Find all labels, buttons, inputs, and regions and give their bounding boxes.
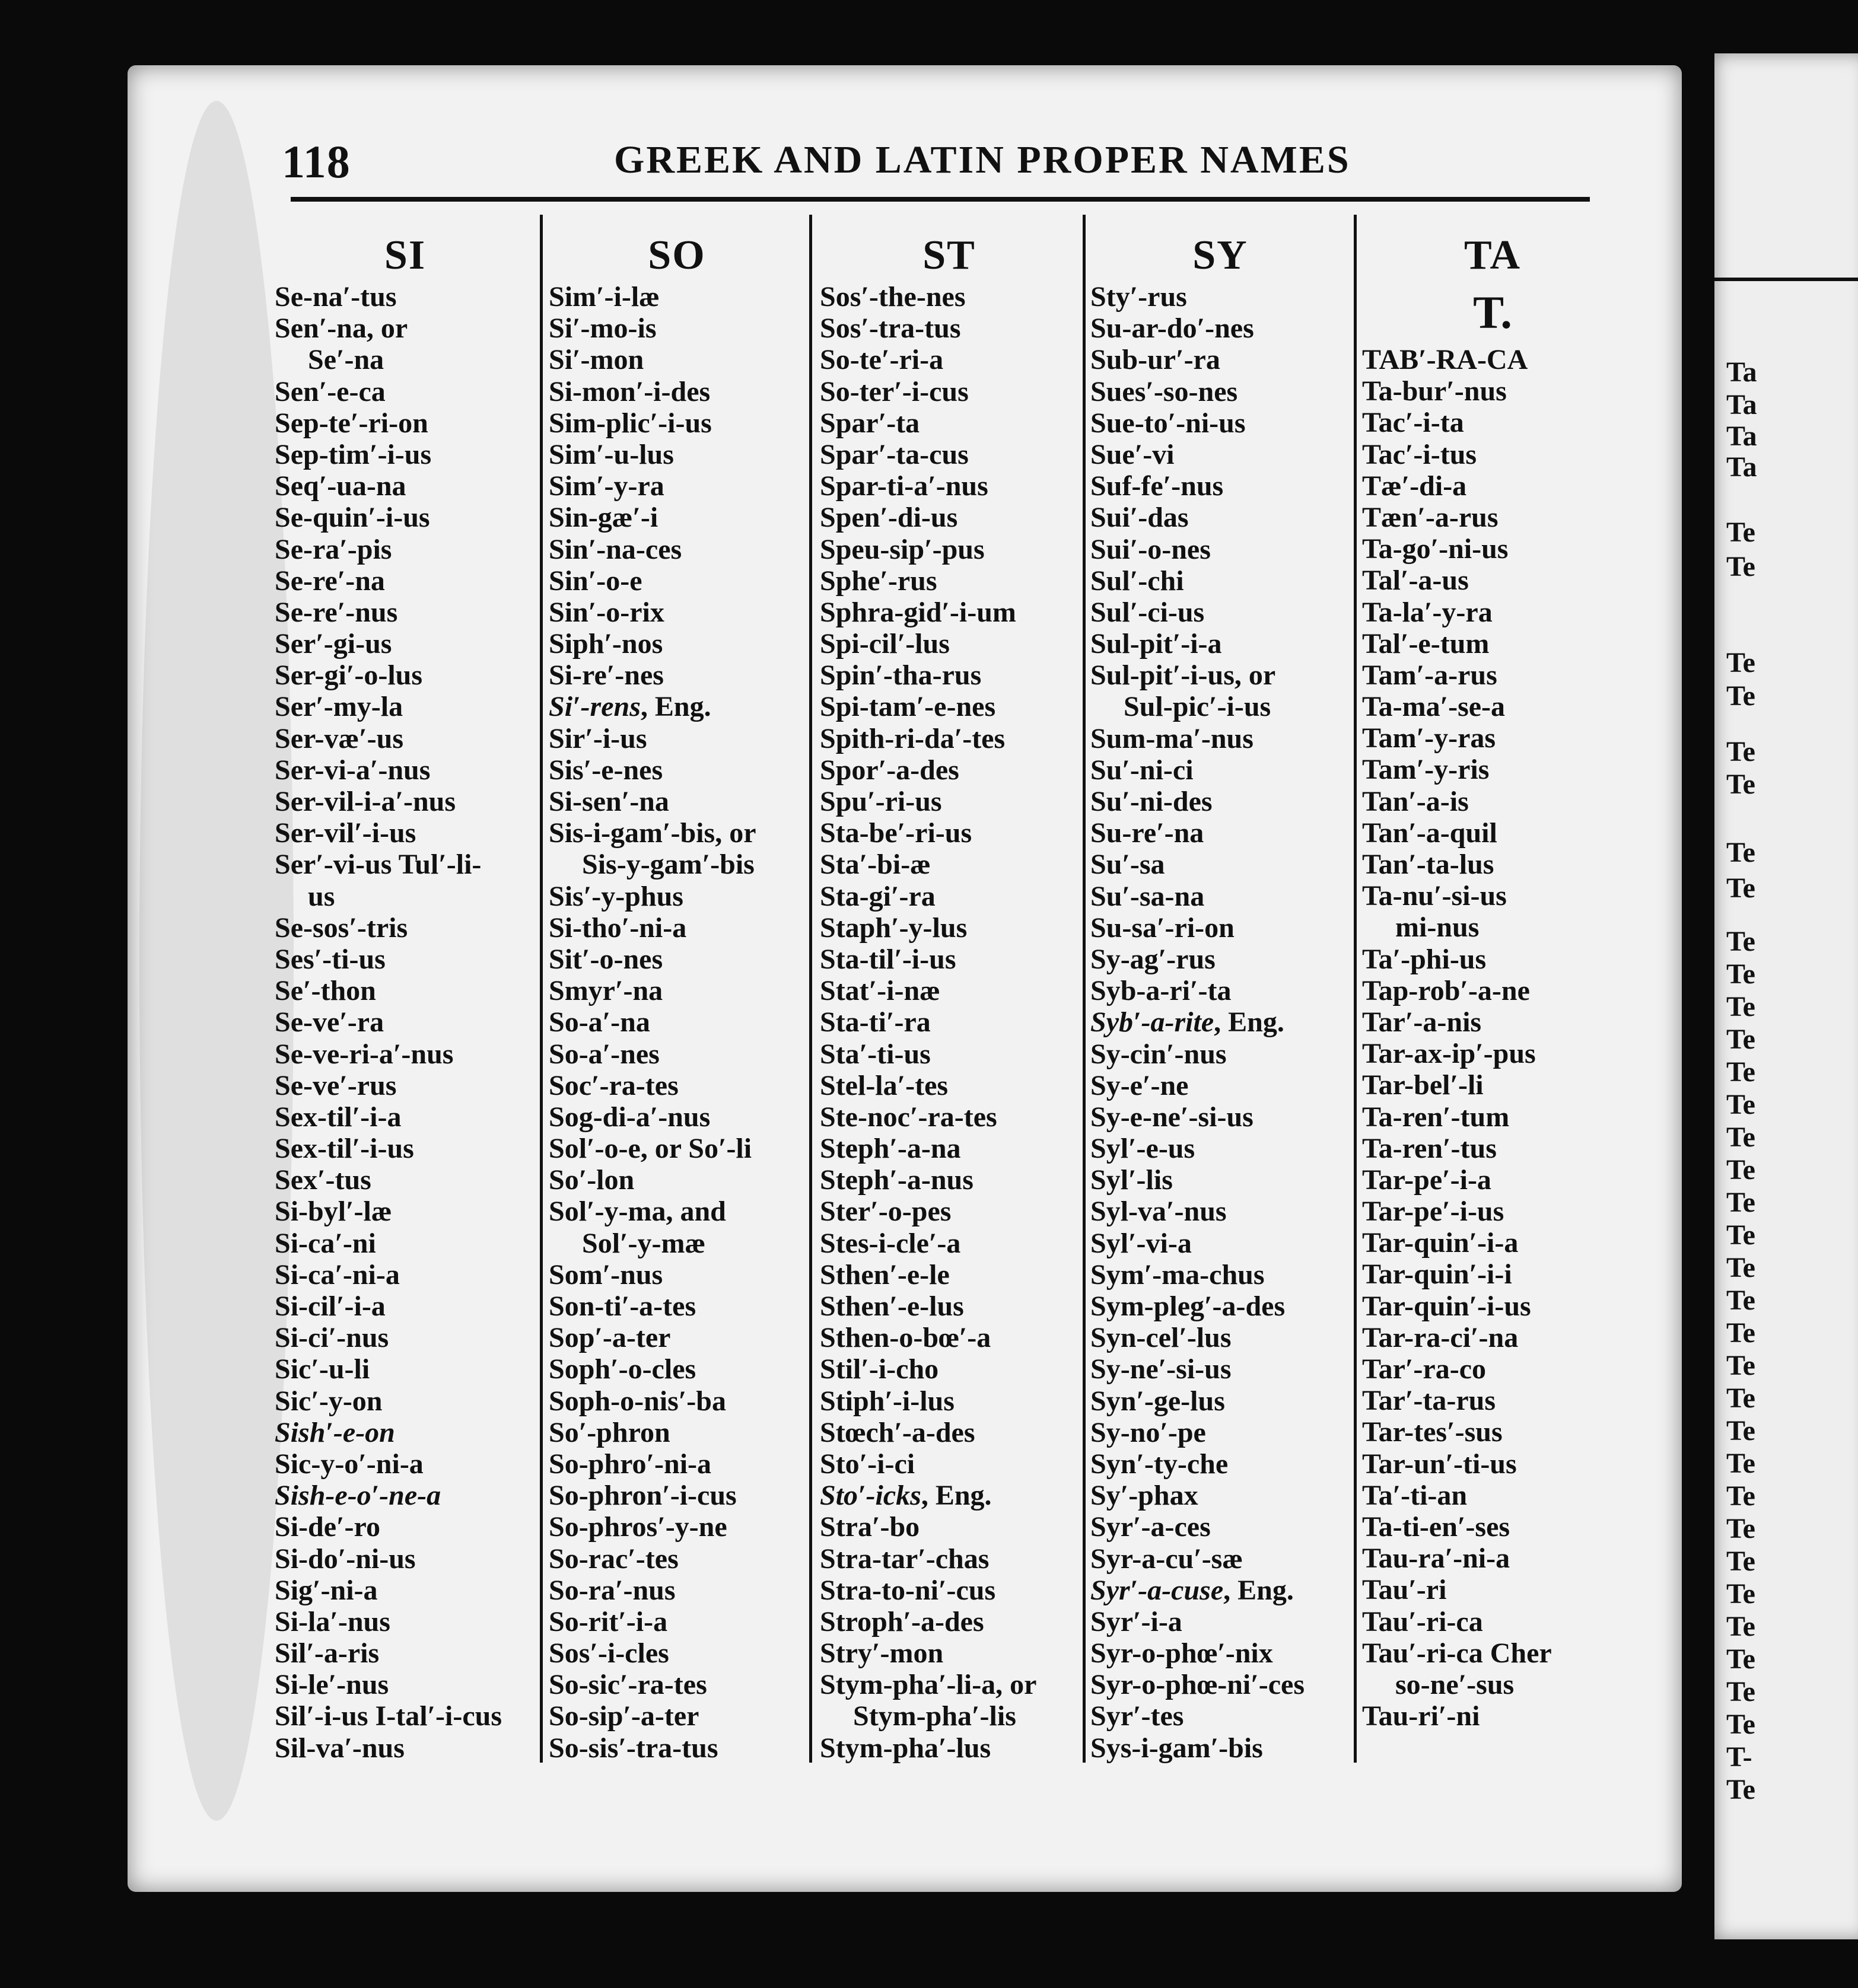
entry: Sos′-i-cles [549,1637,669,1670]
entry: Su-re′-na [1090,817,1204,849]
entry: Su′-sa-na [1090,880,1205,912]
entry: Stat′-i-næ [820,975,940,1007]
entry: Ster′-o-pes [820,1196,952,1228]
facing-page-fragment: Te [1726,517,1755,548]
facing-page-fragment: Ta [1726,420,1757,452]
entry: Sues′-so-nes [1090,375,1238,407]
entry: Se-re′-nus [275,596,398,628]
column-divider [1083,215,1086,1763]
entry: Syn′-ge-lus [1090,1385,1225,1417]
entry: So′-phron [549,1416,670,1448]
facing-page-fragment: Te [1726,1513,1755,1544]
entry: Ste-noc′-ra-tes [820,1101,997,1133]
entry-list [1090,281,1350,1764]
entry: Syn′-ty-che [1090,1448,1229,1480]
entry: Tar-pe′-i-a [1362,1164,1491,1196]
entry: Soph′-o-cles [549,1353,696,1385]
entry: Sy′-phax [1090,1480,1198,1512]
entry: So-sis′-tra-tus [549,1732,718,1764]
facing-page-fragment: Te [1726,647,1755,678]
entry: Tam′-y-ras [1362,722,1496,754]
entry: Son-ti′-a-tes [549,1291,696,1322]
entry: Tan′-ta-lus [1362,849,1494,880]
entry: Sphra-gid′-i-um [820,596,1016,628]
entry: Sop′-a-ter [549,1322,671,1354]
entry: Se-ra′-pis [275,533,392,565]
facing-page-fragment: Te [1726,680,1755,712]
entry: Tau′-ri [1362,1574,1447,1606]
entry: Sym′-ma-chus [1090,1259,1265,1291]
entry: Ta′-phi-us [1362,943,1487,975]
entry: Ser-gi′-o-lus [275,660,423,692]
column-st [820,230,1078,1764]
entry: Sos′-the-nes [820,281,966,313]
entry: Spi-tam′-e-nes [820,691,996,723]
facing-page-fragment: Ta [1726,389,1757,420]
running-head: GREEK AND LATIN PROPER NAMES [614,138,1351,181]
entry: Ser′-vi-us Tul′-li- [275,849,482,881]
entry: Si-ca′-ni [275,1227,376,1259]
facing-page-fragment: Te [1726,872,1755,904]
entry: Spar′-ta [820,407,920,439]
entry: Sta-ti′-ra [820,1006,931,1038]
entry: Si-ca′-ni-a [275,1259,400,1291]
facing-page-fragment: Te [1726,1024,1755,1055]
entry: Ses′-ti-us [275,943,386,975]
facing-page-fragment: Te [1726,1089,1755,1120]
entry: Tar′-ta-rus [1362,1385,1496,1417]
entry: Sthen′-e-lus [820,1291,964,1322]
entry: Syr-o-phœ-ni′-ces [1090,1669,1305,1701]
facing-page-fragment: Te [1726,1154,1755,1186]
column-sy [1090,230,1350,1764]
entry: Sthen-o-bœ′-a [820,1322,991,1354]
facing-page-fragment: Te [1726,837,1755,868]
entry: Si-le′-nus [275,1669,389,1701]
entry: Sui′-o-nes [1090,533,1211,565]
column-si [275,230,536,1764]
facing-page-fragment: Te [1726,926,1755,957]
entry: Soc′-ra-tes [549,1069,679,1101]
entry: Spith-ri-da′-tes [820,722,1006,754]
entry: Ta-ma′-se-a [1362,691,1506,723]
entry: Sim′-u-lus [549,438,674,470]
entry: Se-ve′-rus [275,1069,397,1101]
facing-page-fragment: Te [1726,1676,1755,1707]
entry: Sim′-i-læ [549,281,660,313]
facing-page-rule [1714,278,1858,281]
entry: Stil′-i-cho [820,1353,939,1385]
entry: Sto′-i-ci [820,1448,915,1480]
facing-page-fragment: Te [1726,1056,1755,1088]
entry: us [308,880,335,912]
entry: Tau′-ri-ca [1362,1605,1483,1637]
entry: Sish′-e-on [275,1416,395,1448]
entry: Stel-la′-tes [820,1069,949,1101]
column-heading: SY [1192,232,1248,278]
entry: Sish-e-o′-ne-a [275,1480,441,1512]
entry: Sy-e′-ne [1090,1069,1189,1101]
entry: Tar-bel′-li [1362,1069,1484,1101]
entry: Sui′-das [1090,502,1189,534]
entry: Se-re′-na [275,565,385,597]
entry: Su′-sa [1090,849,1165,881]
entry: Syr-a-cu′-sæ [1090,1543,1243,1575]
entry: Si-mon′-i-des [549,375,711,407]
entry: Sul-pic′-i-us [1124,691,1271,723]
entry: Spar-ti-a′-nus [820,470,988,502]
entry: Tau′-ri-ca Cher [1362,1637,1552,1669]
facing-page-fragment: Te [1726,1709,1755,1740]
entry: Sue′-vi [1090,438,1175,470]
entry: Stry′-mon [820,1637,944,1670]
entry: Syr′-a-cuse, Eng. [1090,1574,1294,1606]
entry: Se-na′-tus [275,281,397,313]
entry: Su-sa′-ri-on [1090,912,1235,944]
entry: Sy-no′-pe [1090,1416,1206,1448]
entry: Sex′-tus [275,1164,371,1196]
entry: Sul-pit′-i-us, or [1090,660,1276,692]
entry: Si-byl′-læ [275,1196,392,1228]
entry: Sol′-y-mæ [582,1227,706,1259]
entry: Si′-rens, Eng. [549,691,711,723]
entry: So-sic′-ra-tes [549,1669,707,1701]
entry: Stym-pha′-li-a, or [820,1669,1037,1701]
entry: Seq′-ua-na [275,470,406,502]
entry: Stes-i-cle′-a [820,1227,961,1259]
entry: Su-ar-do′-nes [1090,313,1254,345]
facing-page-fragment: Te [1726,958,1755,990]
entry: Ta-ren′-tum [1362,1101,1510,1133]
entry: Sol′-o-e, or So′-li [549,1133,752,1165]
facing-page-fragment: Te [1726,1317,1755,1349]
entry: Ser-vil-i-a′-nus [275,786,456,817]
facing-page-fragment: Te [1726,1382,1755,1414]
entry: Si-sen′-na [549,786,669,817]
entry: Sphe′-rus [820,565,937,597]
entry: Sta-be′-ri-us [820,817,972,849]
entry: Speu-sip′-pus [820,533,985,565]
facing-page-fragment: Ta [1726,451,1757,483]
facing-page-fragment: Te [1726,1415,1755,1447]
entry: Stra-to-ni′-cus [820,1574,996,1606]
entry: Stym-pha′-lis [853,1700,1016,1732]
entry: Sol′-y-ma, and [549,1196,726,1228]
entry: Tan′-a-quil [1362,817,1497,849]
facing-page-fragment: Ta [1726,356,1757,388]
column-divider [540,215,543,1763]
entry: Si-re′-nes [549,660,664,692]
facing-page-fragment: Te [1726,1578,1755,1610]
entry: Syl′-e-us [1090,1133,1195,1165]
entry: Tar-ax-ip′-pus [1362,1038,1536,1070]
entry: Stiph′-i-lus [820,1385,955,1417]
entry: Syl′-lis [1090,1164,1173,1196]
entry: Syb-a-ri′-ta [1090,975,1232,1007]
entry: So-a′-nes [549,1038,660,1070]
entry: Ta-nu′-si-us [1362,880,1507,912]
entry: Sis′-y-phus [549,880,683,912]
column-ta [1362,230,1623,1732]
entry: Spin′-tha-rus [820,660,982,692]
entry: Soph-o-nis′-ba [549,1385,726,1417]
entry: Tal′-e-tum [1362,627,1490,660]
entry: Steph′-a-nus [820,1164,973,1196]
entry: Sit′-o-nes [549,943,663,975]
entry: So-phro′-ni-a [549,1448,712,1480]
entry: Sir′-i-us [549,722,647,754]
entry: So-sip′-a-ter [549,1700,699,1732]
column-heading: SI [384,232,427,278]
facing-page-fragment: Te [1726,1546,1755,1577]
entry: Se-sos′-tris [275,912,408,944]
entry: Sy-ag′-rus [1090,943,1216,975]
entry: Ta-ti-en′-ses [1362,1511,1510,1543]
entry: Tau-ra′-ni-a [1362,1543,1510,1575]
entry: Si′-mon [549,344,644,376]
entry: Spen′-di-us [820,502,958,534]
facing-page-fragment: Te [1726,1448,1755,1479]
entry: Syr′-tes [1090,1700,1184,1732]
entry: Se-quin′-i-us [275,502,430,534]
entry: Syr-o-phœ′-nix [1090,1637,1273,1670]
entry: Tar′-ra-co [1362,1353,1486,1385]
entry: Tal′-a-us [1362,565,1469,597]
entry: Syl′-vi-a [1090,1227,1192,1259]
entry: Si′-mo-is [549,313,657,345]
entry: Ta-go′-ni-us [1362,533,1509,565]
entry: So-phron′-i-cus [549,1480,737,1512]
entry: Sta′-ti-us [820,1038,931,1070]
entry: Se-ve-ri-a′-nus [275,1038,454,1070]
entry: So-phros′-y-ne [549,1511,727,1543]
entry: Ser-væ′-us [275,722,404,754]
entry: Sig′-ni-a [275,1574,378,1606]
entry: Tar-tes′-sus [1362,1416,1503,1448]
entry: Sub-ur′-ra [1090,344,1220,376]
page-edge-shadow [139,101,294,1821]
entry: Sue-to′-ni-us [1090,407,1246,439]
entry: Sic′-y-on [275,1385,383,1417]
facing-page-fragment: Te [1726,736,1755,767]
entry: Si-tho′-ni-a [549,912,687,944]
entry: TAB′-RA-CA [1362,344,1528,375]
facing-page-fragment: T- [1726,1741,1752,1773]
section-letter: T. [1473,286,1512,338]
facing-page-fragment: Te [1726,1350,1755,1381]
column-heading: ST [922,232,976,278]
entry: Sog-di-a′-nus [549,1101,711,1133]
facing-page-fragment: Te [1726,1219,1755,1251]
entry: Tæn′-a-rus [1362,501,1499,533]
entry: Ser-vi-a′-nus [275,754,431,786]
entry: Sul′-ci-us [1090,596,1205,628]
entry: Stra-tar′-chas [820,1543,990,1575]
entry-list [549,281,805,1764]
entry: Tap-rob′-a-ne [1362,974,1530,1006]
entry: Tar′-a-nis [1362,1006,1482,1038]
entry: Sy-cin′-nus [1090,1038,1227,1070]
facing-page-fragment: Te [1726,1252,1755,1283]
entry-list [275,281,536,1764]
entry-list [820,281,1078,1764]
entry: Sin′-o-e [549,565,642,597]
entry: So-a′-na [549,1006,650,1038]
entry: Sin′-na-ces [549,533,682,565]
entry: Sty′-rus [1090,281,1187,313]
entry: Spi-cil′-lus [820,628,950,660]
facing-page-fragment: Te [1726,1285,1755,1316]
entry: So-rac′-tes [549,1543,679,1575]
entry: Spor′-a-des [820,754,959,786]
entry: Sul-pit′-i-a [1090,628,1222,660]
entry: Som′-nus [549,1259,663,1291]
entry: Syr′-i-a [1090,1605,1182,1637]
entry: Su′-ni-ci [1090,754,1194,786]
entry: Sep-tim′-i-us [275,438,432,470]
facing-page-fragment: Te [1726,1187,1755,1218]
entry: Staph′-y-lus [820,912,968,944]
entry: So′-lon [549,1164,635,1196]
entry: Sil′-i-us I-tal′-i-cus [275,1700,502,1732]
entry: Sis-i-gam′-bis, or [549,817,756,849]
entry: Suf-fe′-nus [1090,470,1224,502]
entry: Spar′-ta-cus [820,438,969,470]
entry: Sym-pleg′-a-des [1090,1291,1286,1322]
entry: Sos′-tra-tus [820,313,961,345]
entry: Ta-bur′-nus [1362,375,1507,407]
entry: Sys-i-gam′-bis [1090,1732,1263,1764]
entry: Ta-la′-y-ra [1362,596,1493,628]
entry: Stra′-bo [820,1511,920,1543]
entry: Syr′-a-ces [1090,1511,1211,1543]
entry: Spu′-ri-us [820,786,942,817]
entry: Sic-y-o′-ni-a [275,1448,424,1480]
entry: Su′-ni-des [1090,786,1213,817]
entry: Stroph′-a-des [820,1605,984,1637]
entry: Si-la′-nus [275,1605,390,1637]
column-divider [809,215,812,1763]
entry: Sy-e-ne′-si-us [1090,1101,1253,1133]
entry: Sthen′-e-le [820,1259,950,1291]
entry: Si-de′-ro [275,1511,380,1543]
entry: Steph′-a-na [820,1133,961,1165]
entry: Smyr′-na [549,975,663,1007]
facing-page-fragment: Te [1726,1643,1755,1675]
entry: mi-nus [1395,912,1480,944]
entry: Tau-ri′-ni [1362,1700,1480,1732]
entry: Sex-til′-i-a [275,1101,402,1133]
facing-page-fragment: Te [1726,1480,1755,1512]
entry: Tar-ra-ci′-na [1362,1321,1519,1353]
entry: Ta-ren′-tus [1362,1132,1497,1164]
entry: Tar-un′-ti-us [1362,1448,1517,1480]
column-so [549,230,805,1764]
entry: Sen′-na, or [275,313,408,345]
entry: Sex-til′-i-us [275,1133,414,1165]
entry: Si-ci′-nus [275,1322,389,1354]
entry: Sil′-a-ris [275,1637,380,1670]
entry: Ta′-ti-an [1362,1479,1468,1511]
entry: Siph′-nos [549,628,663,660]
entry: Sis-y-gam′-bis [582,849,755,881]
entry: Sto′-icks, Eng. [820,1480,992,1512]
entry: Sta-gi′-ra [820,880,936,912]
entry: Sim′-y-ra [549,470,664,502]
entry: So-ter′-i-cus [820,375,969,407]
entry: Sum-ma′-nus [1090,722,1253,754]
entry: Sta-til′-i-us [820,943,956,975]
entry: Stœch′-a-des [820,1416,975,1448]
entry: Tar-quin′-i-a [1362,1227,1519,1259]
facing-page-fragment: Te [1726,1611,1755,1642]
entry: Sul′-chi [1090,565,1184,597]
entry: So-te′-ri-a [820,344,944,376]
column-heading: SO [648,232,706,278]
entry: Tam′-y-ris [1362,754,1490,786]
entry: Syb′-a-rite, Eng. [1090,1006,1284,1038]
entry: Sis′-e-nes [549,754,663,786]
column-heading: TA [1464,232,1522,278]
entry: Si-do′-ni-us [275,1543,416,1575]
entry-list [1362,281,1623,1732]
entry: Sta′-bi-æ [820,849,931,881]
entry: So-rit′-i-a [549,1605,668,1637]
entry: Ser-vil′-i-us [275,817,416,849]
entry: Se′-thon [275,975,376,1007]
facing-page-fragment: Te [1726,551,1755,582]
page-number: 118 [282,136,351,187]
facing-page-fragment: Te [1726,769,1755,800]
entry: Tæ′-di-a [1362,470,1467,502]
entry: so-ne′-sus [1395,1668,1515,1700]
facing-page-fragment: Te [1726,991,1755,1022]
facing-page-fragment: Te [1726,1774,1755,1805]
entry: Ser′-my-la [275,691,403,723]
entry: Sy-ne′-si-us [1090,1353,1232,1385]
entry: Sim-plic′-i-us [549,407,712,439]
entry: Tar-pe′-i-us [1362,1196,1504,1228]
entry: Sin′-o-rix [549,596,664,628]
entry: So-ra′-nus [549,1574,676,1606]
entry: Sil-va′-nus [275,1732,405,1764]
entry: Tan′-a-is [1362,785,1469,817]
entry: Sep-te′-ri-on [275,407,428,439]
entry: Se′-na [308,344,384,376]
entry: Tac′-i-tus [1362,438,1477,470]
entry: Syn-cel′-lus [1090,1322,1232,1354]
facing-page [1714,53,1858,1939]
entry: Ser′-gi-us [275,628,392,660]
facing-page-fragment: Te [1726,1122,1755,1153]
entry: Sen′-e-ca [275,375,386,407]
column-divider [1354,215,1357,1763]
entry: Se-ve′-ra [275,1006,384,1038]
entry: Sin-gæ′-i [549,502,658,534]
entry: Sic′-u-li [275,1353,370,1385]
entry: Tar-quin′-i-us [1362,1290,1531,1322]
entry: Tac′-i-ta [1362,407,1464,439]
entry: Si-cil′-i-a [275,1291,386,1322]
entry: Tam′-a-rus [1362,659,1497,691]
header-rule [291,197,1590,202]
entry: Syl-va′-nus [1090,1196,1227,1228]
entry: Tar-quin′-i-i [1362,1259,1512,1291]
entry: Stym-pha′-lus [820,1732,991,1764]
